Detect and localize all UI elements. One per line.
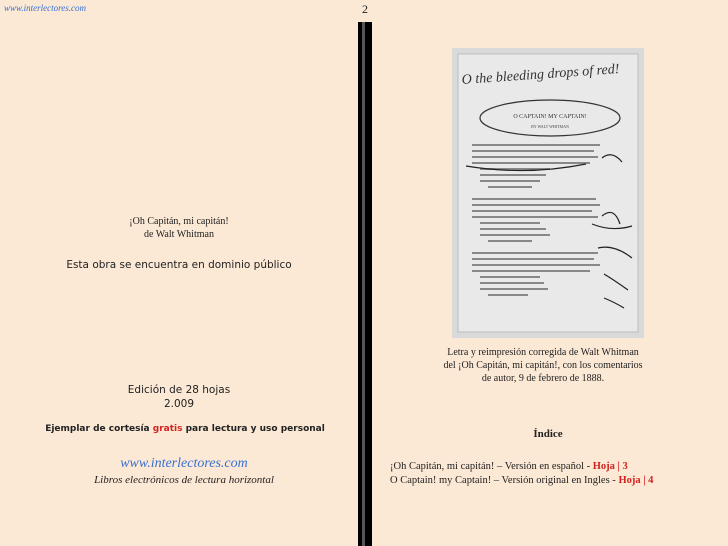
- courtesy-gratis: gratis: [152, 424, 183, 434]
- manuscript-caption: [418, 346, 668, 385]
- index-page-link[interactable]: Hoja | 3: [592, 461, 628, 472]
- index-page-link[interactable]: Hoja | 4: [618, 475, 654, 486]
- index-item-spanish[interactable]: [390, 461, 628, 472]
- right-page: [372, 0, 728, 546]
- edition-year: 2.009: [163, 398, 195, 410]
- courtesy-text-before: Ejemplar de cortesía: [45, 424, 153, 434]
- index-item-label: O Captain! my Captain! – Versión original en Ingles -: [390, 475, 619, 486]
- page-number: 2: [362, 2, 368, 16]
- caption-line-1: Letra y reimpresión corregida de Walt Whitman: [447, 347, 639, 358]
- index-item-english[interactable]: [390, 475, 653, 486]
- manuscript-image: [452, 48, 644, 338]
- caption-line-2: del ¡Oh Capitán, mi capitán!, con los comentarios: [443, 360, 643, 371]
- header-site-link[interactable]: www.interlectores.com: [4, 3, 86, 13]
- index-item-label: ¡Oh Capitán, mi capitán! – Versión en español -: [390, 461, 593, 472]
- book-title: ¡Oh Capitán, mi capitán!: [129, 216, 229, 227]
- site-link[interactable]: www.interlectores.com: [120, 456, 248, 471]
- index-title: Índice: [533, 428, 563, 440]
- edition-info: [0, 383, 358, 411]
- book-title-block: [0, 215, 358, 241]
- courtesy-note: [0, 424, 370, 434]
- manuscript-handwritten-title: O the bleeding drops of red!: [461, 62, 620, 88]
- site-subtitle: Libros electrónicos de lectura horizontal: [94, 474, 274, 486]
- left-page: [0, 0, 358, 546]
- book-author: de Walt Whitman: [144, 229, 214, 240]
- manuscript-byline: BY WALT WHITMAN: [531, 124, 569, 129]
- edition-pages: Edición de 28 hojas: [127, 384, 231, 396]
- courtesy-text-after: para lectura y uso personal: [182, 424, 325, 434]
- manuscript-heading: O CAPTAIN! MY CAPTAIN!: [513, 114, 587, 120]
- caption-line-3: de autor, 9 de febrero de 1888.: [481, 373, 605, 384]
- public-domain-note: Esta obra se encuentra en dominio público: [66, 259, 292, 271]
